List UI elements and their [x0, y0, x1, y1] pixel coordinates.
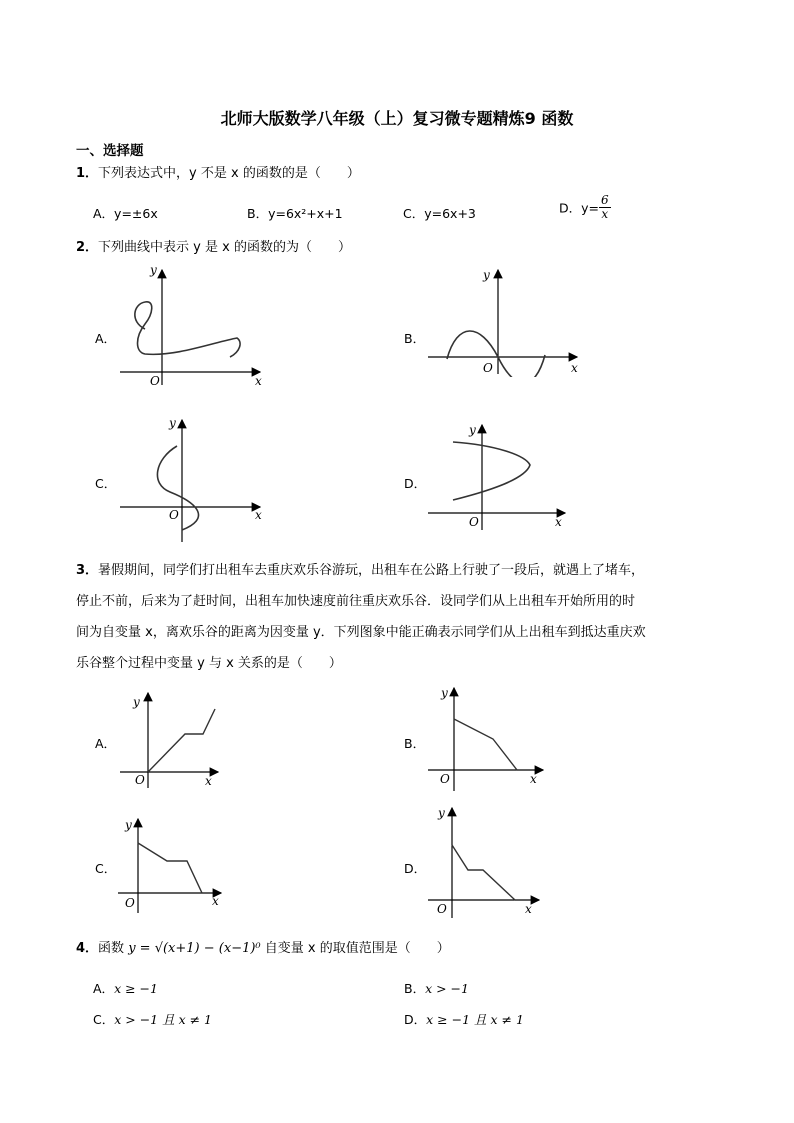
q1-option-d	[559, 194, 611, 221]
option-label: B．	[404, 981, 426, 996]
axis-origin-label: O	[169, 508, 179, 522]
axis-x-label: x	[555, 515, 562, 529]
question-text-suffix: 自变量 x 的取值范围是（ ）	[264, 941, 450, 956]
section-heading: 一、选择题	[76, 143, 144, 159]
q2-graph-b	[425, 262, 585, 377]
q3-graph-d	[425, 803, 545, 918]
function-formula: y = √(x+1) − (x−1)⁰	[128, 941, 261, 956]
q1-option-d-prefix: D．y=	[559, 200, 599, 216]
question-text: 下列曲线中表示 y 是 x 的函数的为（ ）	[98, 240, 351, 255]
question-2	[76, 240, 351, 256]
option-label: D．	[404, 1012, 427, 1027]
question-number: 3．	[76, 563, 99, 578]
axis-origin-label: O	[125, 896, 135, 910]
option-label: C．	[93, 1012, 115, 1027]
option-value: x ≥ −1 且 x ≠ 1	[426, 1012, 524, 1027]
q3-option-d: D．	[404, 861, 427, 876]
question-number: 4．	[76, 941, 99, 956]
axis-x-label: x	[571, 361, 578, 375]
axis-y-label: y	[133, 695, 140, 709]
question-4	[76, 941, 450, 957]
q3-option-a: A．	[95, 736, 117, 751]
question-text: 下列表达式中，y 不是 x 的函数的是（ ）	[98, 166, 360, 181]
q3-graph-c	[115, 815, 227, 915]
fraction	[599, 194, 611, 221]
axis-x-label: x	[255, 508, 262, 522]
axis-origin-label: O	[483, 361, 493, 375]
q2-option-b: B．	[404, 331, 426, 346]
axis-origin-label: O	[440, 772, 450, 786]
question-number: 2．	[76, 240, 99, 255]
option-value: x > −1	[425, 981, 469, 996]
question-text-prefix: 函数	[98, 941, 125, 956]
question-text-line-3: 间为自变量 x，离欢乐谷的距离为因变量 y．下列图象中能正确表示同学们从上出租车到抵达重庆欢	[76, 625, 646, 640]
q1-option-c: C．y=6x+3	[403, 206, 476, 221]
axis-x-label: x	[205, 774, 212, 788]
question-text-line-1: 暑假期间，同学们打出租车去重庆欢乐谷游玩，出租车在公路上行驶了一段后，就遇上了堵车，	[98, 563, 645, 578]
option-label: A．	[93, 981, 115, 996]
q4-option-d	[404, 1010, 524, 1028]
q3-graph-b	[425, 683, 550, 793]
question-text-line-4: 乐谷整个过程中变量 y 与 x 关系的是（ ）	[76, 656, 342, 671]
option-value: x ≥ −1	[114, 981, 158, 996]
q2-graph-c	[115, 414, 270, 544]
fraction-denominator: x	[601, 207, 609, 221]
axis-y-label: y	[125, 818, 132, 832]
q3-option-b: B．	[404, 736, 426, 751]
question-3	[76, 555, 726, 679]
axis-y-label: y	[169, 416, 176, 430]
axis-y-label: y	[441, 686, 448, 700]
q4-option-a	[93, 979, 158, 997]
axis-origin-label: O	[150, 374, 160, 387]
axis-x-label: x	[530, 772, 537, 786]
q2-option-c: C．	[95, 476, 117, 491]
option-value: x > −1 且 x ≠ 1	[114, 1012, 213, 1027]
q4-option-c	[93, 1010, 212, 1028]
axis-x-label: x	[255, 374, 262, 387]
question-text-line-2: 停止不前，后来为了赶时间，出租车加快速度前往重庆欢乐谷．设同学们从上出租车开始所用的时	[76, 594, 636, 609]
q1-option-b: B．y=6x²+x+1	[247, 206, 343, 221]
axis-y-label: y	[150, 263, 157, 277]
q3-option-c: C．	[95, 861, 117, 876]
q1-option-a: A．y=±6x	[93, 206, 158, 221]
q4-option-b	[404, 979, 469, 997]
page-title: 北师大版数学八年级（上）复习微专题精炼9 函数	[220, 109, 574, 128]
question-number: 1．	[76, 166, 99, 181]
axis-origin-label: O	[135, 773, 145, 787]
axis-y-label: y	[438, 806, 445, 820]
axis-y-label: y	[469, 423, 476, 437]
q2-option-d: D．	[404, 476, 427, 491]
axis-x-label: x	[525, 902, 532, 916]
axis-x-label: x	[212, 894, 219, 908]
question-1	[76, 166, 360, 182]
q2-option-a: A．	[95, 331, 117, 346]
axis-origin-label: O	[437, 902, 447, 916]
q3-graph-a	[115, 688, 225, 793]
axis-origin-label: O	[469, 515, 479, 529]
q2-graph-a	[115, 262, 270, 387]
q2-graph-d	[425, 420, 575, 532]
axis-y-label: y	[483, 268, 490, 282]
fraction-numerator: 6	[601, 193, 609, 207]
